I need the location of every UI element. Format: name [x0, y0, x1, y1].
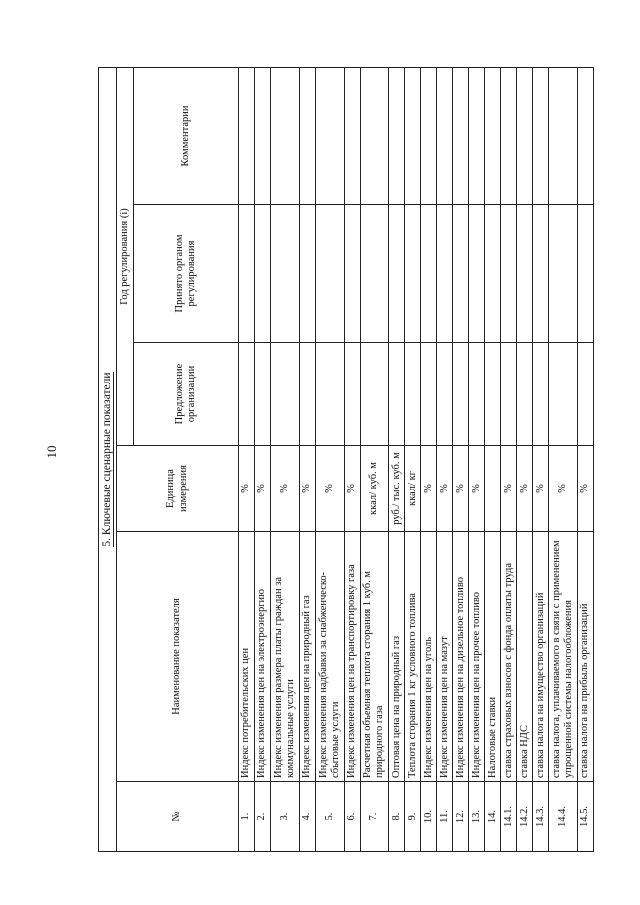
proposal-cell [469, 343, 485, 446]
indicator-name: Индекс изменения цен на мазут [437, 532, 453, 782]
header-comments: Комментарии [134, 68, 239, 205]
comments-cell [469, 68, 485, 205]
comments-cell [360, 68, 389, 205]
unit-of-measure: % [239, 446, 255, 532]
accepted-cell [270, 205, 299, 343]
accepted-cell [469, 205, 485, 343]
comments-cell [517, 68, 533, 205]
table-row [437, 68, 453, 852]
section-title-row [99, 68, 117, 852]
header-num: № [117, 782, 239, 852]
proposal-cell [299, 343, 315, 446]
header-unit: Единица измерения [117, 446, 239, 532]
comments-cell [405, 68, 421, 205]
indicator-name: Расчетная объемная теплота сгорания 1 куб. м природного газа [360, 532, 389, 782]
header-row-1 [117, 68, 134, 852]
row-number: 11. [437, 782, 453, 852]
accepted-cell [405, 205, 421, 343]
proposal-cell [360, 343, 389, 446]
proposal-cell [549, 343, 578, 446]
unit-of-measure: % [270, 446, 299, 532]
comments-cell [577, 68, 593, 205]
comments-cell [501, 68, 517, 205]
unit-of-measure: % [517, 446, 533, 532]
accepted-cell [254, 205, 270, 343]
unit-of-measure: руб./ тыс. куб. м [389, 446, 405, 532]
unit-of-measure: % [533, 446, 549, 532]
proposal-cell [254, 343, 270, 446]
table-row [501, 68, 517, 852]
proposal-cell [315, 343, 344, 446]
indicator-name: Индекс изменения надбавки за снабженческо-сбытовые услуги [315, 532, 344, 782]
row-number: 1. [239, 782, 255, 852]
comments-cell [270, 68, 299, 205]
accepted-cell [577, 205, 593, 343]
row-number: 14.4. [549, 782, 578, 852]
row-number: 14. [485, 782, 501, 852]
unit-of-measure: ккал/ куб. м [360, 446, 389, 532]
table-row [239, 68, 255, 852]
table-row [453, 68, 469, 852]
header-accepted: Принято органом регулирования [134, 205, 239, 343]
indicator-name: ставка НДС [517, 532, 533, 782]
accepted-cell [389, 205, 405, 343]
unit-of-measure: ккал/ кг [405, 446, 421, 532]
comments-cell [533, 68, 549, 205]
indicator-name: Индекс изменения цен на транспортировку газа [344, 532, 360, 782]
proposal-cell [501, 343, 517, 446]
table-row [405, 68, 421, 852]
indicator-name: Индекс изменения цен на природный газ [299, 532, 315, 782]
accepted-cell [485, 205, 501, 343]
rotated-page-content [98, 68, 594, 852]
indicator-name: Индекс изменения цен на уголь [421, 532, 437, 782]
unit-of-measure: % [254, 446, 270, 532]
proposal-cell [437, 343, 453, 446]
proposal-cell [533, 343, 549, 446]
row-number: 14.5. [577, 782, 593, 852]
header-year: Год регулирования (i) [117, 68, 134, 446]
proposal-cell [421, 343, 437, 446]
comments-cell [549, 68, 578, 205]
indicator-name: Индекс изменения цен на прочее топливо [469, 532, 485, 782]
indicator-name: Индекс изменения цен на дизельное топливо [453, 532, 469, 782]
comments-cell [239, 68, 255, 205]
unit-of-measure: % [501, 446, 517, 532]
row-number: 9. [405, 782, 421, 852]
table-row [421, 68, 437, 852]
proposal-cell [517, 343, 533, 446]
proposal-cell [270, 343, 299, 446]
table-row [270, 68, 299, 852]
table-row [533, 68, 549, 852]
table-row [299, 68, 315, 852]
unit-of-measure: % [577, 446, 593, 532]
accepted-cell [549, 205, 578, 343]
indicator-name: Теплота сгорания 1 кг условного топлива [405, 532, 421, 782]
accepted-cell [437, 205, 453, 343]
comments-cell [421, 68, 437, 205]
proposal-cell [485, 343, 501, 446]
scenario-indicators-table [98, 67, 594, 852]
unit-of-measure: % [315, 446, 344, 532]
proposal-cell [577, 343, 593, 446]
table-row [485, 68, 501, 852]
indicator-name: Индекс изменения цен на электроэнергию [254, 532, 270, 782]
comments-cell [315, 68, 344, 205]
table-row [517, 68, 533, 852]
table-row [577, 68, 593, 852]
row-number: 2. [254, 782, 270, 852]
unit-of-measure: % [421, 446, 437, 532]
indicator-name: Индекс потребительских цен [239, 532, 255, 782]
comments-cell [437, 68, 453, 205]
comments-cell [389, 68, 405, 205]
table-row [549, 68, 578, 852]
unit-of-measure: % [437, 446, 453, 532]
indicator-name: Индекс изменения размера платы граждан за коммунальные услуги [270, 532, 299, 782]
unit-of-measure: % [453, 446, 469, 532]
accepted-cell [501, 205, 517, 343]
accepted-cell [421, 205, 437, 343]
row-number: 7. [360, 782, 389, 852]
row-number: 14.1. [501, 782, 517, 852]
unit-of-measure [485, 446, 501, 532]
row-number: 4. [299, 782, 315, 852]
unit-of-measure: % [469, 446, 485, 532]
row-number: 5. [315, 782, 344, 852]
proposal-cell [453, 343, 469, 446]
section-title: 5. Ключевые сценарные показатели [100, 372, 113, 547]
table-row [254, 68, 270, 852]
section-title-cell [99, 68, 117, 852]
row-number: 10. [421, 782, 437, 852]
accepted-cell [344, 205, 360, 343]
row-number: 6. [344, 782, 360, 852]
page-number: 10 [44, 445, 59, 459]
proposal-cell [389, 343, 405, 446]
header-proposal: Предложение организации [134, 343, 239, 446]
comments-cell [254, 68, 270, 205]
table-row [469, 68, 485, 852]
indicator-name: Оптовая цена на природный газ [389, 532, 405, 782]
proposal-cell [405, 343, 421, 446]
accepted-cell [517, 205, 533, 343]
indicator-name: ставка налога, уплачиваемого в связи с применением упрощенной системы налогообложения [549, 532, 578, 782]
table-row [315, 68, 344, 852]
unit-of-measure: % [549, 446, 578, 532]
row-number: 14.3. [533, 782, 549, 852]
unit-of-measure: % [344, 446, 360, 532]
accepted-cell [453, 205, 469, 343]
accepted-cell [360, 205, 389, 343]
comments-cell [453, 68, 469, 205]
row-number: 8. [389, 782, 405, 852]
unit-of-measure: % [299, 446, 315, 532]
row-number: 14.2. [517, 782, 533, 852]
accepted-cell [533, 205, 549, 343]
proposal-cell [344, 343, 360, 446]
indicator-name: ставка налога на прибыль организаций [577, 532, 593, 782]
row-number: 13. [469, 782, 485, 852]
table-row [389, 68, 405, 852]
row-number: 12. [453, 782, 469, 852]
indicator-name: Налоговые ставки [485, 532, 501, 782]
header-name: Наименование показателя [117, 532, 239, 782]
indicator-name: ставка налога на имущество организаций [533, 532, 549, 782]
indicator-name: ставка страховых взносов с фонда оплаты труда [501, 532, 517, 782]
accepted-cell [239, 205, 255, 343]
accepted-cell [299, 205, 315, 343]
row-number: 3. [270, 782, 299, 852]
accepted-cell [315, 205, 344, 343]
comments-cell [485, 68, 501, 205]
proposal-cell [239, 343, 255, 446]
comments-cell [344, 68, 360, 205]
table-row [360, 68, 389, 852]
comments-cell [299, 68, 315, 205]
table-row [344, 68, 360, 852]
